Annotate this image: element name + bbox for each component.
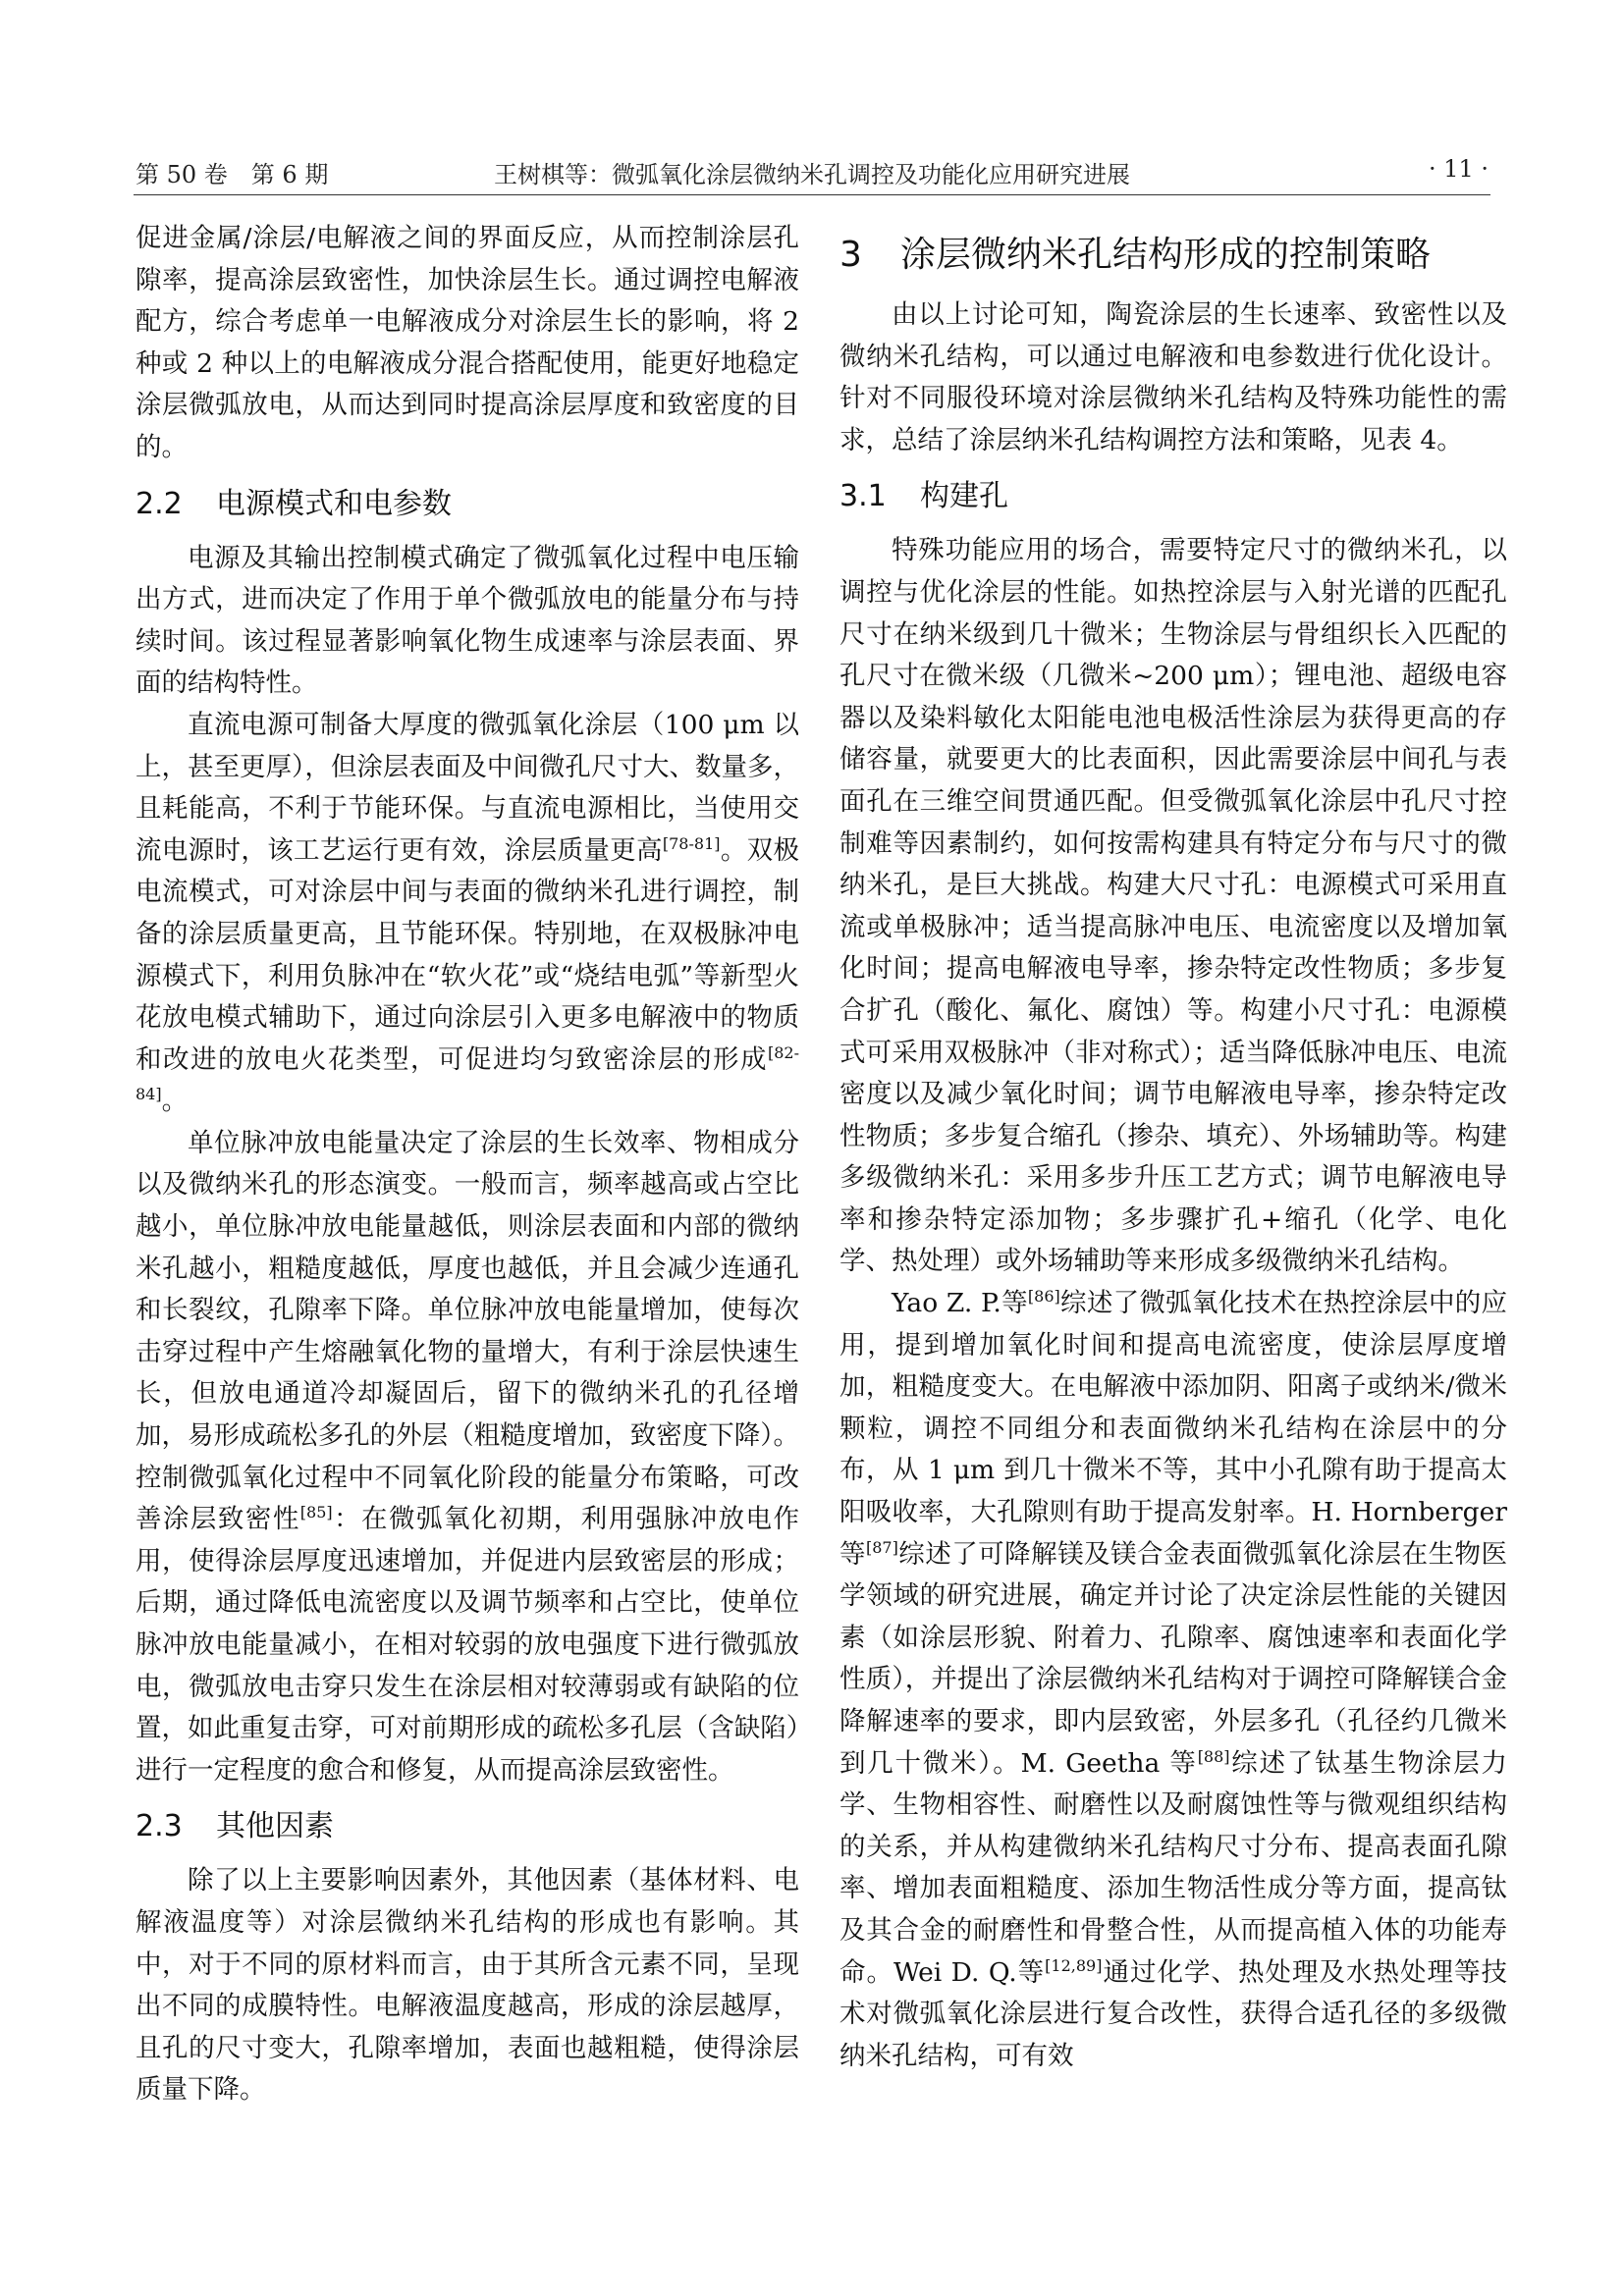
section-number: 2.3 xyxy=(135,1809,183,1844)
citation: [85] xyxy=(299,1503,333,1522)
paragraph-text: 直流电源可制备大厚度的微弧氧化涂层（100 μm 以上，甚至更厚），但涂层表面及中间微孔尺寸大、数量多，且耗能高，不利于节能环保。与直流电源相比，当使用交流电源时，该工艺运行更有效，涂层质量更高 xyxy=(135,709,799,866)
section-heading-2-3 xyxy=(135,1805,799,1848)
citation: [82-84] xyxy=(135,1042,799,1104)
paragraph: 除了以上主要影响因素外，其他因素（基体材料、电解液温度等）对涂层微纳米孔结构的形成也有影响。其中，对于不同的原材料而言，由于其所含元素不同，呈现出不同的成膜特性。电解液温度越高，形成的涂层越厚，且孔的尺寸变大，孔隙率增加，表面也越粗糙，使得涂层质量下降。 xyxy=(135,1865,799,2106)
paragraph-text: 通过化学、热处理及水热处理等技术对微弧氧化涂层进行复合改性，获得合适孔径的多级微纳米孔结构，可有效 xyxy=(839,1956,1507,2071)
paragraph xyxy=(135,1123,799,1792)
paragraph-text: Yao Z. P.等 xyxy=(892,1288,1028,1319)
journal-volume-issue: 第 50 卷 第 6 期 xyxy=(135,161,329,188)
section-title: 涂层微纳米孔结构形成的控制策略 xyxy=(900,235,1432,275)
right-column xyxy=(839,218,1507,2077)
paragraph-text: 综述了微弧氧化技术在热控涂层中的应用，提到增加氧化时间和提高电流密度，使涂层厚度增加，粗糙度变大。在电解液中添加阴、阳离子或纳米/微米颗粒，调控不同组分和表面微纳米孔结构在涂层中的分布，从 1 μm 到几十微米不等，其中小孔隙有助于提高太阳吸收率，大孔隙则有助于提高发射率。H. Hornberger 等 xyxy=(839,1288,1508,1570)
running-title: 王树棋等：微弧氧化涂层微纳米孔调控及功能化应用研究进展 xyxy=(494,161,1130,188)
section-title: 其他因素 xyxy=(216,1809,334,1844)
paragraph: 特殊功能应用的场合，需要特定尺寸的微纳米孔，以调控与优化涂层的性能。如热控涂层与入射光谱的匹配孔尺寸在纳米级到几十微米；生物涂层与骨组织长入匹配的孔尺寸在微米级（几微米~200 μm）；锂电池、超级电容器以及染料敏化太阳能电池电极活性涂层为获得更高的存储容量，就要更大的比表面积，因此需要涂层中间孔与表面孔在三维空间贯通匹配。但受微弧氧化涂层中孔尺寸控制难等因素制约，如何按需构建具有特定分布与尺寸的微纳米孔，是巨大挑战。构建大尺寸孔：电源模式可采用直流或单极脉冲；适当提高脉冲电压、电流密度以及增加氧化时间；提高电解液电导率，掺杂特定改性物质；多步复合扩孔（酸化、氟化、腐蚀）等。构建小尺寸孔：电源模式可采用双极脉冲（非对称式）；适当降低脉冲电压、电流密度以及减少氧化时间；调节电解液电导率，掺杂特定改性物质；多步复合缩孔（掺杂、填充）、外场辅助等。构建多级微纳米孔：采用多步升压工艺方式；调节电解液电导率和掺杂特定添加物；多步骤扩孔+缩孔（化学、电化学、热处理）或外场辅助等来形成多级微纳米孔结构。 xyxy=(839,535,1507,1277)
page-number: · 11 · xyxy=(1428,155,1489,183)
paragraph-text: 单位脉冲放电能量决定了涂层的生长效率、物相成分以及微纳米孔的形态演变。一般而言，频率越高或占空比越小，单位脉冲放电能量越低，则涂层表面和内部的微纳米孔越小，粗糙度越低，厚度也越低，并且会减少连通孔和长裂纹，孔隙率下降。单位脉冲放电能量增加，使每次击穿过程中产生熔融氧化物的量增大，有利于涂层快速生长，但放电通道冷却凝固后，留下的微纳米孔的孔径增加，易形成疏松多孔的外层（粗糙度增加，致密度下降）。控制微弧氧化过程中不同氧化阶段的能量分布策略，可改善涂层致密性 xyxy=(135,1127,799,1535)
section-heading-3-1 xyxy=(839,475,1507,518)
section-heading-2-2 xyxy=(135,483,799,526)
section-number: 2.2 xyxy=(135,486,183,521)
paragraph: 由以上讨论可知，陶瓷涂层的生长速率、致密性以及微纳米孔结构，可以通过电解液和电参数进行优化设计。针对不同服役环境对涂层微纳米孔结构及特殊功能性的需求，总结了涂层纳米孔结构调控方法和策略，见表 4。 xyxy=(839,299,1507,455)
section-heading-3 xyxy=(839,232,1507,279)
running-header xyxy=(135,155,1489,194)
section-number: 3 xyxy=(839,235,862,275)
left-column xyxy=(135,218,799,2111)
paragraph xyxy=(839,1283,1507,2077)
header-rule xyxy=(134,194,1490,195)
paragraph-text: 。 xyxy=(161,1086,189,1117)
section-title: 电源模式和电参数 xyxy=(216,486,452,521)
citation: [12,89] xyxy=(1045,1955,1103,1975)
citation: [88] xyxy=(1197,1746,1230,1766)
section-title: 构建孔 xyxy=(920,479,1008,514)
paragraph-text: 。双极电流模式，可对涂层中间与表面的微纳米孔进行调控，制备的涂层质量更高，且节能环保。特别地，在双极脉冲电源模式下，利用负脉冲在“软火花”或“烧结电弧”等新型火花放电模式辅助下，通过向涂层引入更多电解液中的物质和改进的放电火花类型，可促进均匀致密涂层的形成 xyxy=(135,834,800,1075)
paragraph-text: ：在微弧氧化初期，利用强脉冲放电作用，使得涂层厚度迅速增加，并促进内层致密层的形成；后期，通过降低电流密度以及调节频率和占空比，使单位脉冲放电能量减小，在相对较弱的放电强度下进行微弧放电，微弧放电击穿只发生在涂层相对较薄弱或有缺陷的位置，如此重复击穿，可对前期形成的疏松多孔层（含缺陷）进行一定程度的愈合和修复，从而提高涂层致密性。 xyxy=(135,1504,800,1786)
citation: [87] xyxy=(865,1537,898,1557)
paragraph: 电源及其输出控制模式确定了微弧氧化过程中电压输出方式，进而决定了作用于单个微弧放电的能量分布与持续时间。该过程显著影响氧化物生成速率与涂层表面、界面的结构特性。 xyxy=(135,542,799,699)
paragraph-continued: 促进金属/涂层/电解液之间的界面反应，从而控制涂层孔隙率，提高涂层致密性，加快涂层生长。通过调控电解液配方，综合考虑单一电解液成分对涂层生长的影响，将 2 种或 2 种以上的电解液成分混合搭配使用，能更好地稳定涂层微弧放电，从而达到同时提高涂层厚度和致密度的目的。 xyxy=(135,223,799,462)
paragraph-text: 综述了可降解镁及镁合金表面微弧氧化涂层在生物医学领域的研究进展，确定并讨论了决定涂层性能的关键因素（如涂层形貌、附着力、孔隙率、腐蚀速率和表面化学性质），并提出了涂层微纳米孔结构对于调控可降解镁合金降解速率的要求，即内层致密，外层多孔（孔径约几微米到几十微米）。M. Geetha 等 xyxy=(839,1538,1508,1779)
citation: [86] xyxy=(1027,1287,1060,1307)
paragraph-text: 综述了钛基生物涂层力学、生物相容性、耐磨性以及耐腐蚀性等与微观组织结构的关系，并从构建微纳米孔结构尺寸分布、提高表面孔隙率、增加表面粗糙度、添加生物活性成分等方面，提高钛及其合金的耐磨性和骨整合性，从而提高植入体的功能寿命。Wei D. Q.等 xyxy=(839,1747,1507,1988)
paragraph xyxy=(135,705,799,1123)
citation: [78-81] xyxy=(662,833,721,853)
section-number: 3.1 xyxy=(839,479,887,514)
